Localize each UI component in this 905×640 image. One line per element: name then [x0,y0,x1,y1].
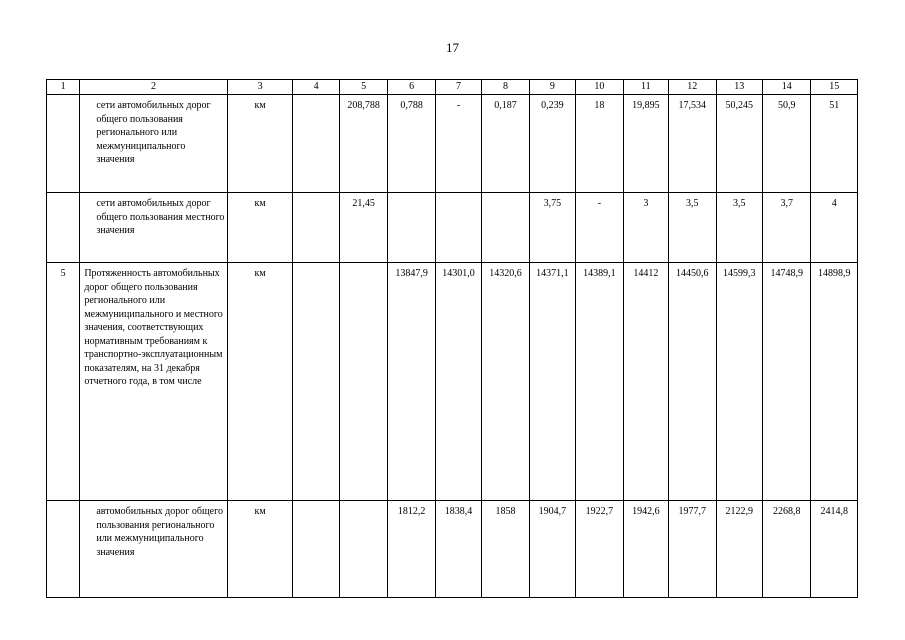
header-cell: 4 [293,80,339,95]
value-cell [339,501,387,598]
value-cell: 3,75 [529,193,575,263]
value-cell [388,193,435,263]
value-cell: 50,245 [716,95,762,193]
value-cell: 0,187 [482,95,529,193]
value-cell: 14371,1 [529,263,575,501]
unit-cell: км [227,95,293,193]
value-cell: 3,5 [716,193,762,263]
row-number-cell: 5 [47,263,80,501]
value-cell: 50,9 [762,95,810,193]
value-cell: 3 [623,193,668,263]
table-row [47,193,858,263]
header-cell: 13 [716,80,762,95]
value-cell [293,501,339,598]
value-cell [482,193,529,263]
indicator-name-cell: Протяженность автомобильных дорог общего пользования регионального или межмуниципального и местного значения, соответствующих нормативным требованиям к транспортно-эксплуатационным показателям, на 31 декабря отчетного года, в том числе [80,263,227,501]
header-cell: 5 [339,80,387,95]
row-number-cell [47,95,80,193]
value-cell: 1904,7 [529,501,575,598]
column-number-row [47,80,858,95]
value-cell: 1922,7 [576,501,623,598]
header-cell: 15 [811,80,858,95]
value-cell: 1838,4 [435,501,481,598]
unit-cell: км [227,501,293,598]
value-cell: 2122,9 [716,501,762,598]
value-cell: 4 [811,193,858,263]
value-cell: 1977,7 [669,501,716,598]
table-row [47,501,858,598]
value-cell: 14320,6 [482,263,529,501]
value-cell: - [435,95,481,193]
unit-cell: км [227,193,293,263]
header-cell: 14 [762,80,810,95]
value-cell: 2268,8 [762,501,810,598]
value-cell: 17,534 [669,95,716,193]
indicator-name-cell: автомобильных дорог общего пользования регионального или межмуниципального значения [80,501,227,598]
value-cell: 208,788 [339,95,387,193]
header-cell: 6 [388,80,435,95]
indicator-name-cell: сети автомобильных дорог общего пользования регионального или межмуниципального значения [80,95,227,193]
value-cell: 14389,1 [576,263,623,501]
header-cell: 9 [529,80,575,95]
header-cell: 2 [80,80,227,95]
value-cell: 0,239 [529,95,575,193]
value-cell: 14301,0 [435,263,481,501]
value-cell: 21,45 [339,193,387,263]
value-cell [339,263,387,501]
value-cell: 1812,2 [388,501,435,598]
value-cell: 18 [576,95,623,193]
value-cell: 14898,9 [811,263,858,501]
header-cell: 3 [227,80,293,95]
value-cell: 3,5 [669,193,716,263]
value-cell [293,193,339,263]
row-number-cell [47,501,80,598]
page-number: 17 [446,40,459,55]
header-cell: 10 [576,80,623,95]
value-cell: 14412 [623,263,668,501]
header-cell: 12 [669,80,716,95]
header-cell: 7 [435,80,481,95]
row-number-cell [47,193,80,263]
value-cell: 51 [811,95,858,193]
value-cell: - [576,193,623,263]
table-row [47,95,858,193]
indicator-name-cell: сети автомобильных дорог общего пользования местного значения [80,193,227,263]
header-cell: 1 [47,80,80,95]
value-cell: 13847,9 [388,263,435,501]
value-cell: 0,788 [388,95,435,193]
value-cell [435,193,481,263]
value-cell [293,263,339,501]
value-cell: 14748,9 [762,263,810,501]
header-cell: 11 [623,80,668,95]
value-cell: 1858 [482,501,529,598]
value-cell: 3,7 [762,193,810,263]
indicators-table [46,79,858,598]
header-cell: 8 [482,80,529,95]
table-row [47,263,858,501]
value-cell: 2414,8 [811,501,858,598]
unit-cell: км [227,263,293,501]
value-cell: 19,895 [623,95,668,193]
value-cell: 14599,3 [716,263,762,501]
value-cell: 1942,6 [623,501,668,598]
value-cell [293,95,339,193]
value-cell: 14450,6 [669,263,716,501]
